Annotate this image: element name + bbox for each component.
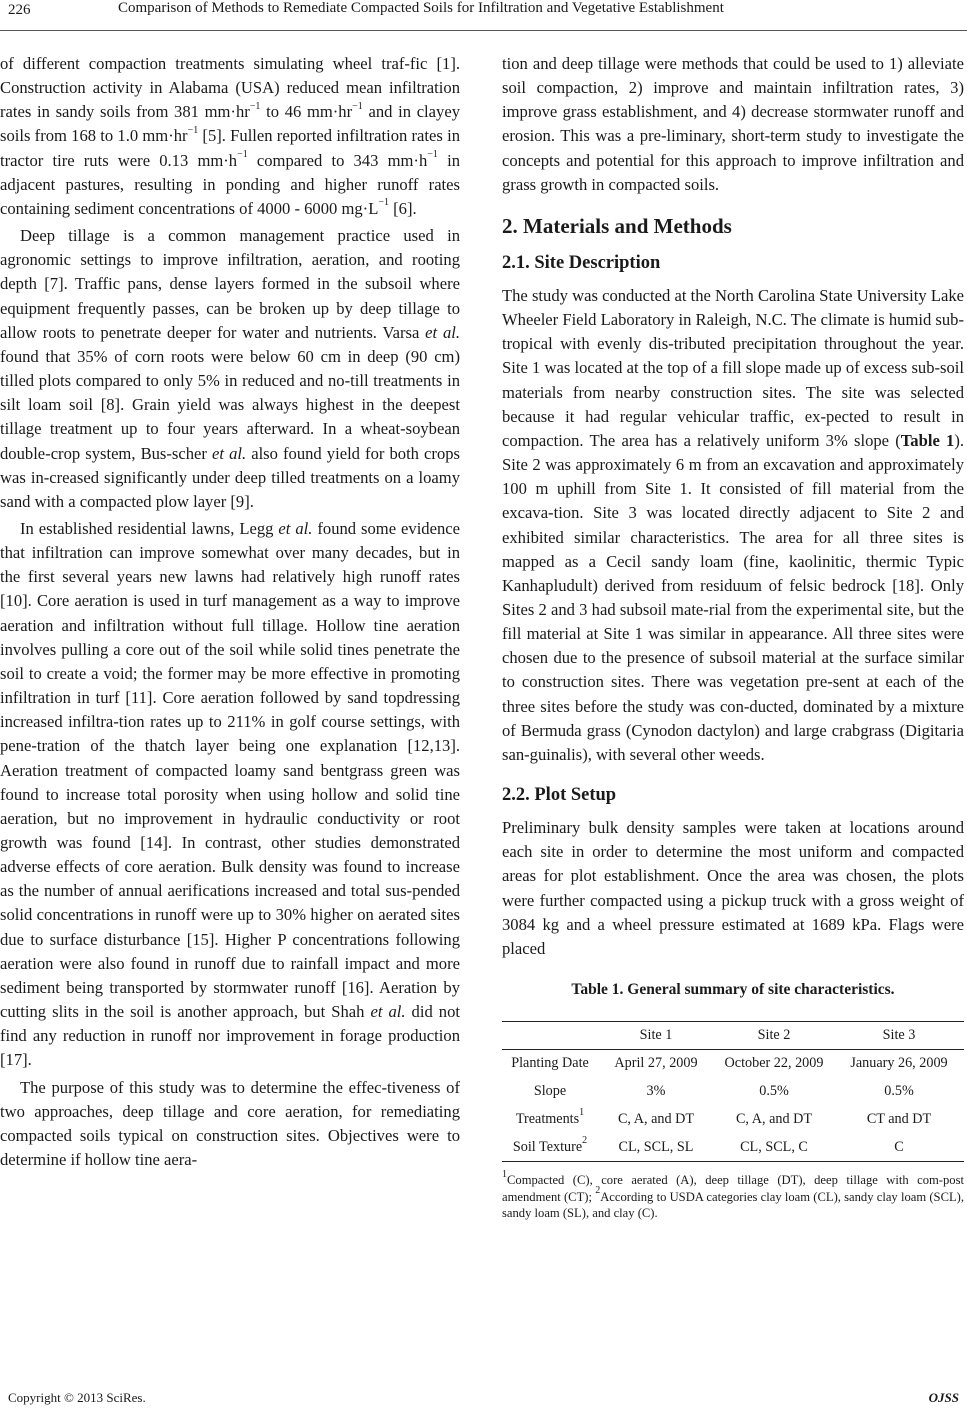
left-column — [0, 52, 460, 1172]
journal-abbreviation: OJSS — [928, 1390, 959, 1405]
paragraph-purpose: The purpose of this study was to determine the effec-tiveness of two approaches, deep tillage and core aeration, for remediating compacted soils typical on construction sites. Objectives were to determine if hollow tine aera- — [0, 1077, 460, 1170]
table-cell: January 26, 2009 — [850, 1055, 948, 1072]
table-caption: Table 1. General summary of site characteristics. — [571, 981, 895, 998]
table-cell: C, A, and DT — [617, 1111, 695, 1127]
table-cell: CL, SCL, C — [740, 1138, 808, 1155]
table-header-cell: Site 3 — [882, 1027, 916, 1043]
row-label: Treatments$^1$ — [515, 1107, 585, 1127]
right-column — [502, 52, 964, 1222]
row-label: Slope — [533, 1083, 567, 1099]
copyright-notice: Copyright © 2013 SciRes. — [8, 1390, 146, 1405]
table-cell: C — [894, 1138, 904, 1155]
table-cell: CT and DT — [866, 1111, 932, 1127]
paragraph-plot-setup: Preliminary bulk density samples were taken at locations around each site in order to determine the most uniform and compacted areas for plot establishment. Once the area was chosen, the plots were further compacted using a pickup truck with a gross weight of 3084 kg and a wheel pressure estimated at 1689 kPa. Flags were placed — [502, 818, 964, 958]
page-number: 226 — [8, 2, 31, 18]
table-cell: 3% — [646, 1083, 666, 1099]
table-row — [502, 1134, 964, 1162]
section-heading-materials-methods: 2. Materials and Methods — [502, 213, 732, 238]
paragraph-core-aeration: In established residential lawns, Legg et al. found some evidence that infiltration can improve somewhat over many decades, but in the first several years new lawns had relatively high runoff rates [10]. Core aeration is used in turf management as a way to improve aeration and infiltration without full tillage. Hollow tine aeration involves pulling a core out of the soil while solid tines penetrate the soil to create a void; the former may be more effective in promoting infiltration in turf [11]. Core aeration followed by sand topdressing increased infiltra-tion rates up to 211% in golf course settings, with pene-tration of the thatch layer being one explanation [12,13]. Aeration treatment of compacted loamy sand bentgrass green was found to increase total porosity when using hollow and solid tine aeration, but no improvement in hydraulic conductivity or root growth was found [14]. In contrast, other studies demonstrated adverse effects of core aeration. Bulk density was found to increase as the number of annual aerifications increased and total sus-pended solid concentrations in runoff were up to 30% higher on aerated sites due to surface disturbance [15]. Higher P concentrations following aeration were also found in runoff due to rainfall impact and more sediment being transported by stormwater runoff [16]. Aeration by cutting slits in the soil is another approach, but Shah et al. did not find any reduction in runoff nor improvement in forage production [17]. — [0, 518, 460, 1070]
table-header-cell: Site 2 — [757, 1027, 791, 1043]
subsection-heading-site-description: 2.1. Site Description — [502, 252, 661, 273]
table-cell: October 22, 2009 — [724, 1055, 824, 1072]
table-row — [502, 1050, 964, 1078]
table-cell: CL, SCL, SL — [618, 1138, 694, 1155]
row-label: Soil Texture$^2$ — [512, 1135, 588, 1155]
table-header-row — [502, 1022, 964, 1050]
table-header-cell: Site 1 — [639, 1027, 673, 1043]
table-cell: April 27, 2009 — [614, 1055, 698, 1072]
running-title: Comparison of Methods to Remediate Compacted Soils for Infiltration and Vegetative Establishment — [118, 0, 724, 16]
row-label: Planting Date — [511, 1055, 589, 1072]
table-cell: C, A, and DT — [735, 1111, 813, 1127]
table-row — [502, 1106, 964, 1134]
table-footnote: $^1$Compacted (C), core aerated (A), deep tillage (DT), deep tillage with com-post amendment (CT); $^2$According to USDA categories clay loam (CL), sandy clay loam (SCL), sandy loam (SL), and clay (C). — [502, 1168, 964, 1220]
paragraph-deep-tillage: Deep tillage is a common management practice used in agronomic settings to improve infiltration, aeration, and rooting depth [7]. Traffic pans, dense layers formed in the subsoil where equipment frequently passes, can be broken up by deep tillage to allow roots to penetrate deeper for water and nutrients. Varsa et al. found that 35% of corn roots were below 60 cm in deep (90 cm) tilled plots compared to only 5% in reduced and no-till treatments in silt loam soil [8]. Grain yield was always highest in the deepest tillage treatment up to four years afterward. In a wheat-soybean double-crop system, Bus-scher et al. also found yield for both crops was in-creased significantly under deep tilled treatments on a loamy sand with a compacted plow layer [9]. — [0, 226, 460, 511]
table-cell: 0.5% — [759, 1083, 789, 1099]
paragraph-intro-continued: of different compaction treatments simulating wheel traf-fic [1]. Construction activity in Alabama (USA) reduced mean infiltration rates in sandy soils from 381 $mm\cdot hr^{-1}$ to 46 $mm\cdot hr^{-1}$ and in clayey soils from 168 to 1.0 $mm\cdot hr^{-1}$ [5]. Fullen reported infiltration rates in tractor tire ruts were 0.13 $mm\cdot h^{-1}$ compared to 343 $mm\cdot h^{-1}$ in adjacent pastures, resulting in ponding and higher runoff rates containing sediment concentrations of 4000 - 6000 $mg\cdot L^{-1}$ [6]. — [0, 54, 460, 218]
site-characteristics-table — [502, 1021, 964, 1162]
page-header — [0, 0, 967, 30]
paragraph-site-description: The study was conducted at the North Carolina State University Lake Wheeler Field Laboratory in Raleigh, N.C. The climate is humid sub-tropical with evenly dis-tributed precipitation throughout the year. Site 1 was located at the top of a fill slope made up of excess sub-soil materials from nearby construction sites. The site was selected because it had regular vehicular traffic, ex-pected to result in compaction. The area has a relatively uniform 3% slope (Table 1). Site 2 was approximately 6 m from an excavation and approximately 100 m uphill from Site 1. It consisted of fill material from the excava-tion. Site 3 was located directly adjacent to Site 2 and exhibited similar characteristics. The area for all three sites is mapped as a Cecil sandy loam (fine, kaolinitic, thermic Typic Kanhapludult) derived from residuum of felsic bedrock [18]. Only Sites 2 and 3 had subsoil mate-rial from the experimental site, but the fill material at Site 1 was similar in appearance. All three sites were chosen due to the presence of subsoil material at the surface similar to construction sites. There was vegetation pre-sent at each of the three sites before the study was con-ducted, dominated by a mixture of Bermuda grass (Cynodon dactylon) and large crabgrass (Digitaria san-guinalis), with several other weeds. — [502, 285, 964, 764]
header-rule — [0, 30, 967, 31]
table-row — [502, 1078, 964, 1106]
paragraph-objectives: tion and deep tillage were methods that could be used to 1) alleviate soil compaction, 2) improve and maintain infiltration rates, 3) improve grass establishment, and 4) decrease stormwater runoff and erosion. This was a pre-liminary, short-term study to investigate the concepts and potential for this approach to improve infiltration and grass growth in compacted soils. — [502, 54, 964, 194]
subsection-heading-plot-setup: 2.2. Plot Setup — [502, 785, 617, 806]
table-header-cell — [502, 1022, 598, 1050]
table-cell: 0.5% — [884, 1083, 914, 1099]
